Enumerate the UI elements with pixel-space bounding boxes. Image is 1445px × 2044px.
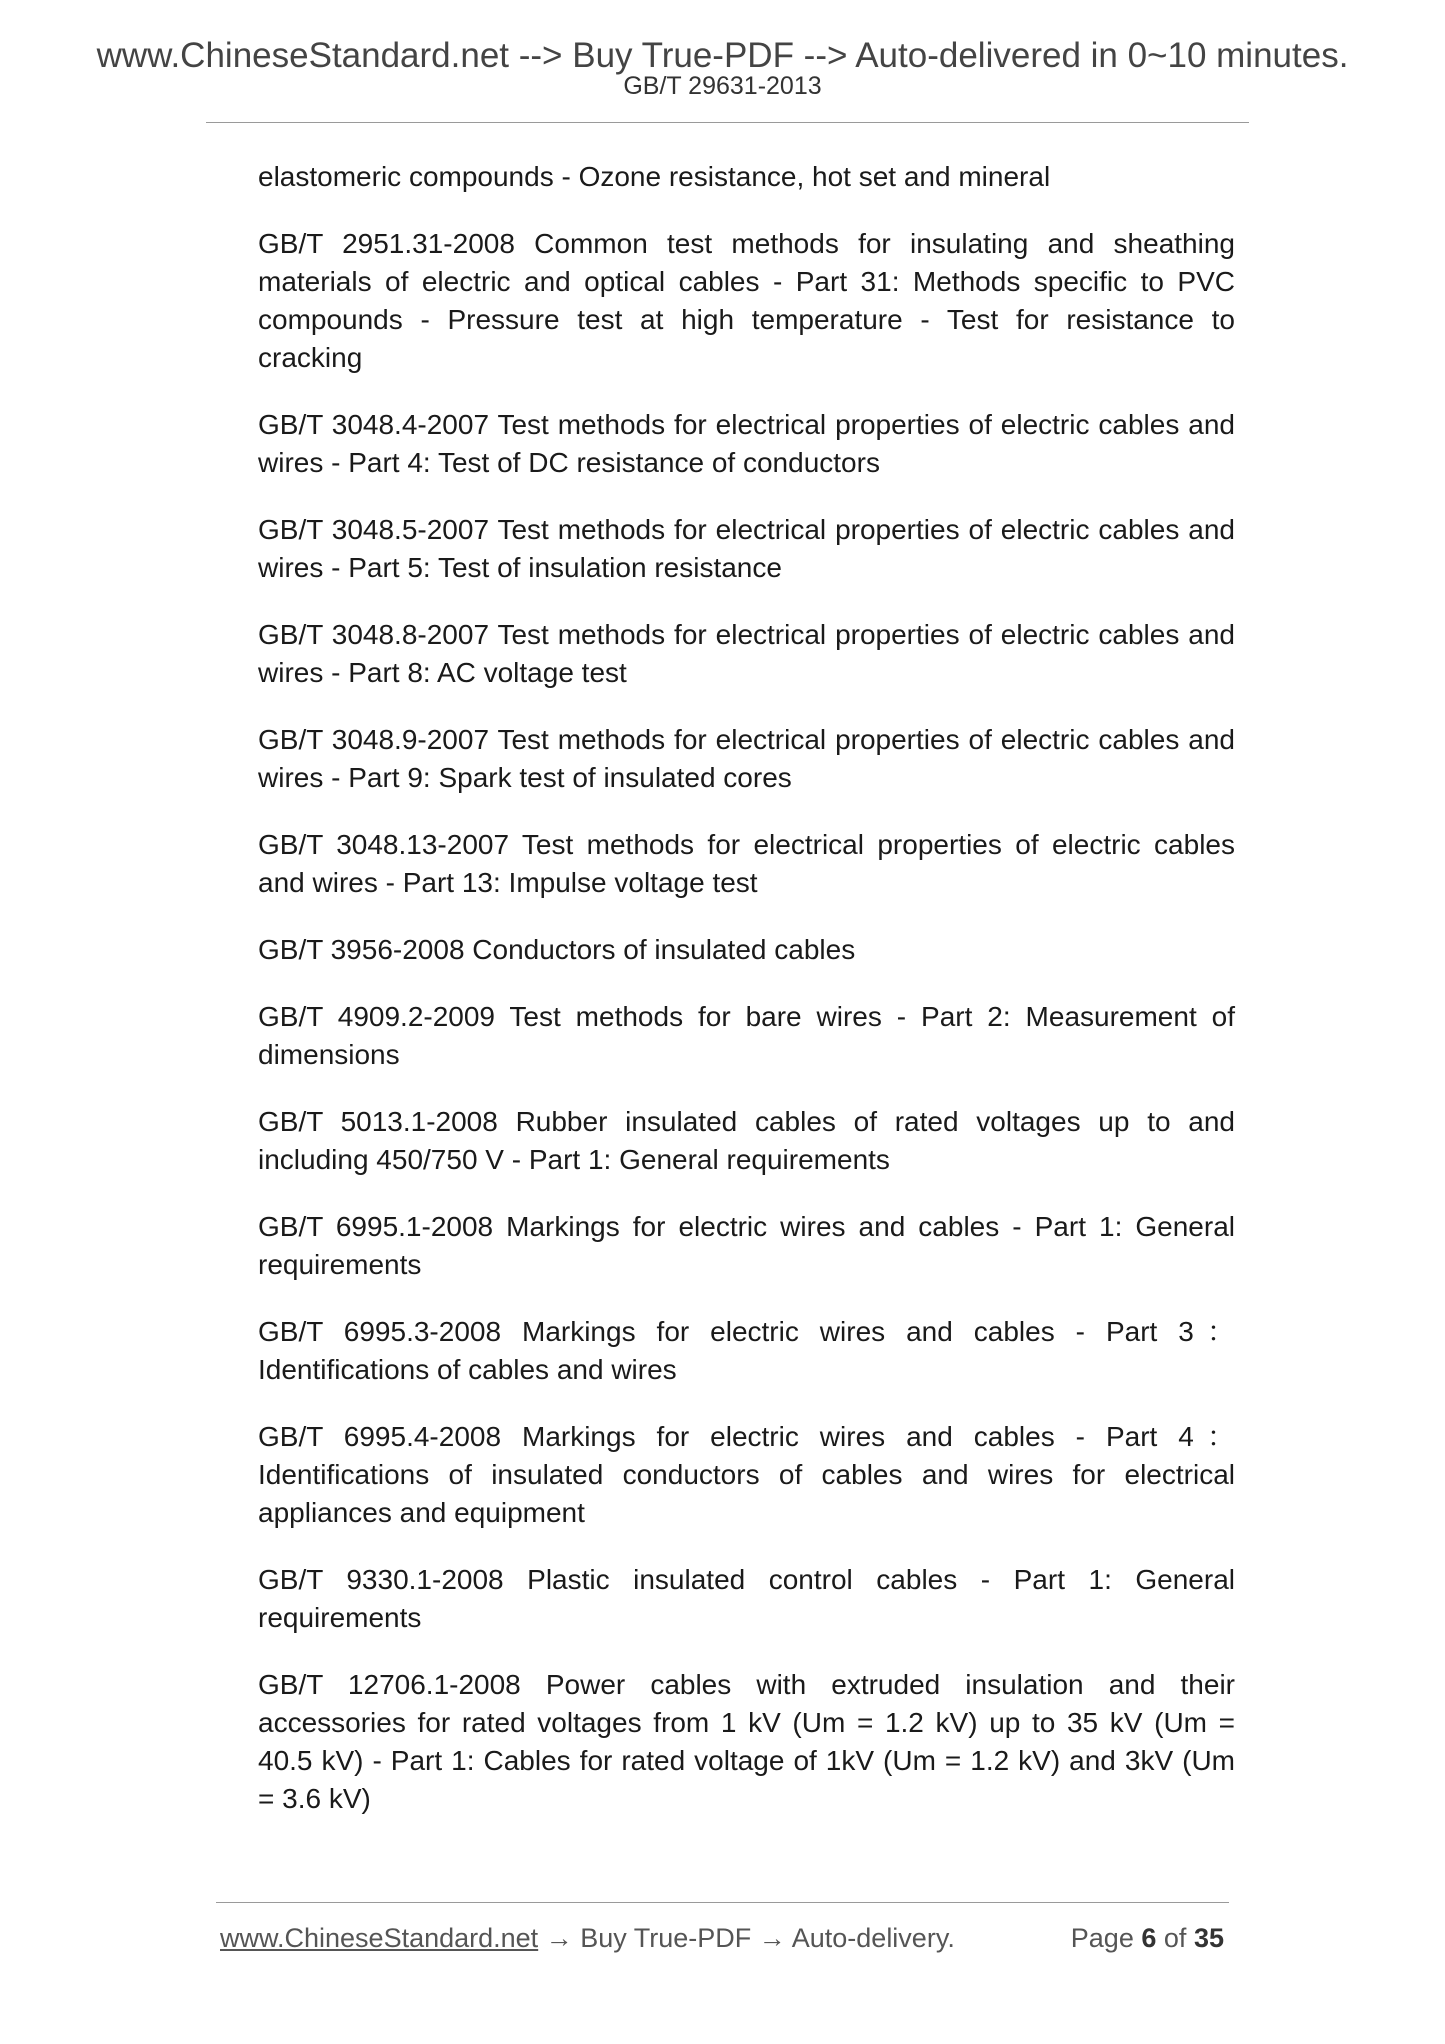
page-indicator [1071,1920,1224,1956]
header-divider [206,122,1249,123]
reference-item: GB/T 3048.4-2007 Test methods for electrical properties of electric cables and wires - Part 4: Test of DC resistance of conductors [258,409,1235,478]
footer-site-link[interactable]: www.ChineseStandard.net [220,1923,539,1953]
footer-promo [220,1920,955,1956]
reference-item: GB/T 3048.13-2007 Test methods for electrical properties of electric cables and wires - Part 13: Impulse voltage test [258,829,1235,898]
standard-code: GB/T 29631-2013 [623,72,822,100]
reference-item: GB/T 6995.1-2008 Markings for electric wires and cables - Part 1: General requirements [258,1211,1235,1280]
reference-item: GB/T 4909.2-2009 Test methods for bare wires - Part 2: Measurement of dimensions [258,1001,1235,1070]
reference-item: GB/T 9330.1-2008 Plastic insulated control cables - Part 1: General requirements [258,1564,1235,1633]
top-banner: www.ChineseStandard.net --> Buy True-PDF --> Auto-delivered in 0~10 minutes. [96,36,1349,75]
current-page-number: 6 [1141,1923,1157,1953]
footer-tagline: → Buy True-PDF → Auto-delivery. [538,1923,955,1953]
reference-item: GB/T 3048.5-2007 Test methods for electrical properties of electric cables and wires - Part 5: Test of insulation resistance [258,514,1235,583]
references-list [258,158,1235,1847]
reference-item: GB/T 3048.8-2007 Test methods for electrical properties of electric cables and wires - Part 8: AC voltage test [258,619,1235,688]
reference-item: GB/T 3956-2008 Conductors of insulated cables [258,934,856,965]
page-word: Page [1070,1923,1134,1953]
reference-item: GB/T 3048.9-2007 Test methods for electrical properties of electric cables and wires - Part 9: Spark test of insulated cores [258,724,1235,793]
of-word: of [1163,1923,1187,1953]
total-pages: 35 [1193,1923,1224,1953]
reference-item: GB/T 6995.4-2008 Markings for electric wires and cables - Part 4： Identifications of insulated conductors of cables and wires for electrical appliances and equipment [258,1421,1235,1528]
footer-divider [216,1902,1229,1903]
page-footer [220,1920,1224,1956]
reference-item: GB/T 2951.31-2008 Common test methods for insulating and sheathing materials of electric and optical cables - Part 31: Methods specific to PVC compounds - Pressure test at high temperature - Test for resistance to cracking [258,228,1235,373]
reference-item: GB/T 6995.3-2008 Markings for electric wires and cables - Part 3： Identifications of cables and wires [258,1316,1235,1385]
reference-item: GB/T 12706.1-2008 Power cables with extruded insulation and their accessories for rated voltages from 1 kV (Um = 1.2 kV) up to 35 kV (Um = 40.5 kV) - Part 1: Cables for rated voltage of 1kV (Um = 1.2 kV) and 3kV (Um = 3.6 kV) [258,1669,1235,1814]
reference-item: GB/T 5013.1-2008 Rubber insulated cables of rated voltages up to and including 450/750 V - Part 1: General requirements [258,1106,1235,1175]
reference-item: elastomeric compounds - Ozone resistance, hot set and mineral [258,161,1051,192]
